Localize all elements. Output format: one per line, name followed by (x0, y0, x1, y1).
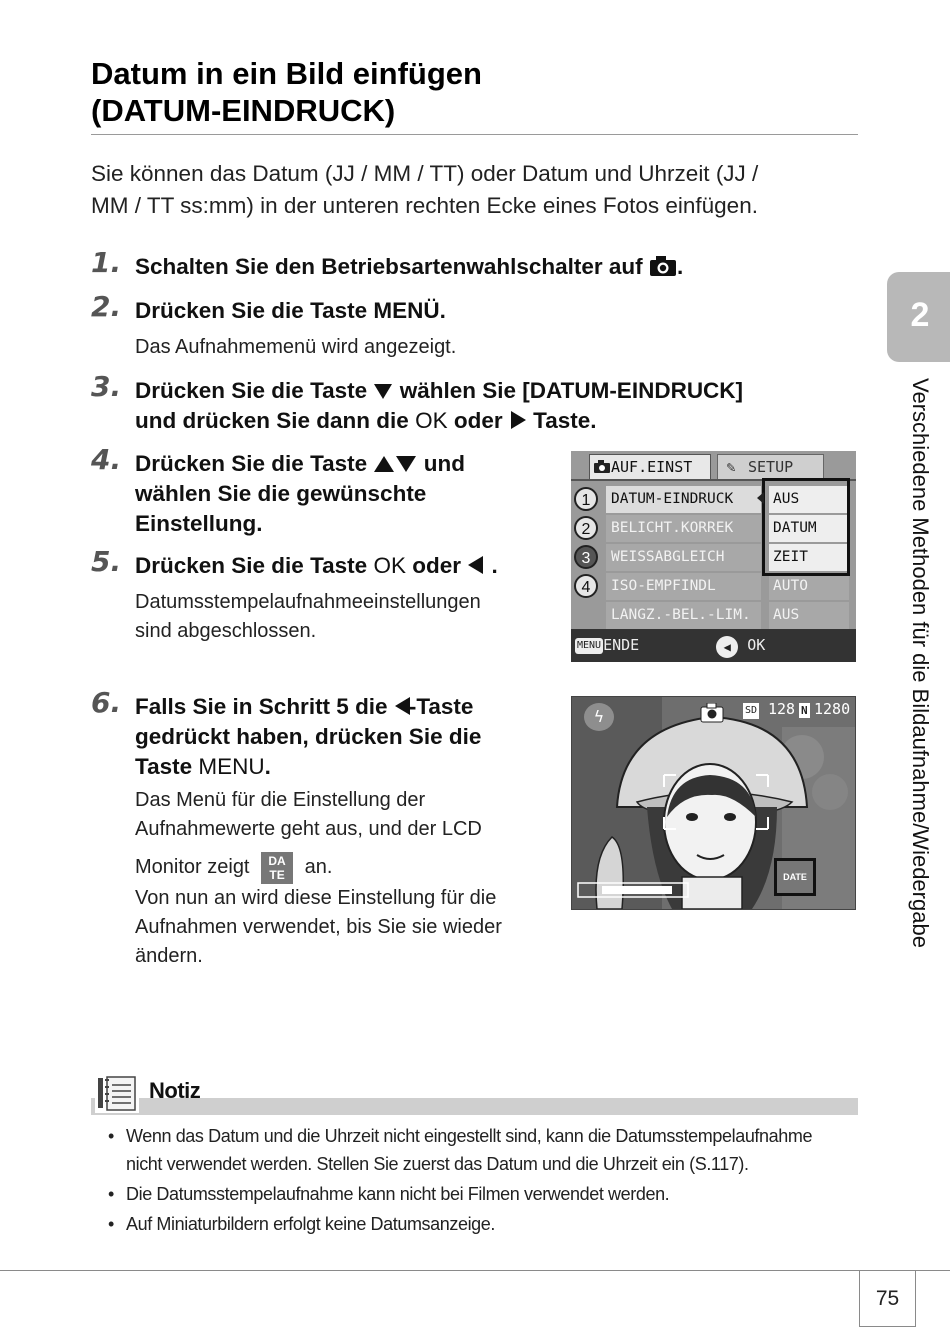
date-indicator-icon: DATE (783, 872, 807, 882)
camera-screenshot (571, 696, 856, 910)
chapter-number: 2 (910, 296, 930, 334)
note-header-bar (91, 1098, 858, 1115)
ok-button-label: OK (415, 408, 448, 433)
left-arrow-icon (467, 555, 485, 575)
menu-bottom-ok: OK (747, 636, 766, 654)
menu-row-item: LANGZ.-BEL.-LIM. (606, 602, 761, 629)
intro-line1: Sie können das Datum (JJ / MM / TT) oder Datum und Uhrzeit (JJ / (91, 161, 759, 186)
menu-tab-shooting-label: AUF.EINST (611, 458, 693, 476)
chapter-label: Verschiedene Methoden für die Bildaufnahme/Wiedergabe (908, 378, 933, 948)
note-2-line1: Die Datumsstempelaufnahme kann nicht bei Filmen verwendet werden. (126, 1184, 670, 1204)
menu-row-value: DATUM (769, 515, 849, 542)
step-5-text-c: . (491, 553, 498, 578)
note-list (108, 1122, 868, 1240)
step-1-text: Schalten Sie den Betriebsartenwahlschalter auf (135, 254, 643, 279)
date-icon-top: DA (268, 854, 286, 868)
bullet-icon: • (108, 1184, 114, 1204)
step-2-description: Das Aufnahmemenü wird angezeigt. (135, 336, 457, 358)
menu-row-item: BELICHT.KORREK (606, 515, 761, 542)
menu-row (571, 601, 856, 630)
note-1-line1: Wenn das Datum und die Uhrzeit nicht eingestellt sind, kann die Datumsstempelaufnahme (126, 1126, 813, 1146)
step-6-desc-line1: Das Menü für die Einstellung der (135, 789, 426, 811)
step-5-text-a: Drücken Sie die Taste (135, 553, 368, 578)
step-6-desc-line3b: an. (304, 856, 333, 878)
step-4-text-b: und (423, 451, 465, 476)
list-item (108, 1122, 868, 1178)
page-number: 75 (859, 1270, 916, 1327)
menu-tab-setup-label: SETUP (748, 458, 794, 476)
menu-row-item: DATUM-EINDRUCK (606, 486, 761, 513)
page-title (91, 55, 791, 129)
step-2-number: 2. (91, 290, 122, 323)
flash-off-icon: ϟ (584, 703, 614, 731)
step-5-desc-line2: sind abgeschlossen. (135, 620, 317, 642)
step-6-desc-line2: Aufnahmewerte geht aus, und der LCD (135, 818, 482, 840)
bullet-icon: • (108, 1214, 114, 1234)
step-4-text-d: Einstellung. (135, 511, 263, 536)
camera-icon (649, 255, 677, 277)
menu-tab-setup (717, 454, 824, 480)
step-6-title (135, 692, 565, 782)
menu-row-item: ISO-EMPFINDL (606, 573, 761, 600)
intro-paragraph (91, 158, 861, 222)
step-3-number: 3. (91, 370, 122, 403)
remaining-shots: 128 (768, 700, 796, 718)
title-divider (91, 134, 858, 135)
page-title-line2: (DATUM-EINDRUCK) (91, 93, 396, 128)
step-5-description (135, 588, 481, 646)
step-6-text-c: gedrückt haben, drücken Sie die (135, 724, 482, 749)
note-icon (95, 1075, 139, 1113)
step-6-text-e: . (264, 754, 271, 779)
note-3-line1: Auf Miniaturbildern erfolgt keine Datumsanzeige. (126, 1214, 496, 1234)
note-1-line2: nicht verwendet werden. Stellen Sie zuerst das Datum und die Uhrzeit ein (S.117). (126, 1154, 749, 1174)
note-label: Notiz (149, 1078, 201, 1103)
down-arrow-icon (373, 382, 393, 400)
footer-divider (0, 1270, 950, 1271)
step-4-text-a: Drücken Sie die Taste (135, 451, 368, 476)
menu-bottom-end: ENDE (603, 636, 640, 654)
step-6-text-b: -Taste (408, 694, 474, 719)
step-3-text-b: wählen Sie [DATUM-EINDRUCK] (399, 378, 744, 403)
ok-button-label: OK (373, 553, 406, 578)
menu-row-number: 2 (574, 516, 598, 540)
menu-row-number: 4 (574, 574, 598, 598)
step-4-number: 4. (91, 443, 122, 476)
page-title-line1: Datum in ein Bild einfügen (91, 56, 482, 91)
menu-button-label: MENU (198, 754, 265, 779)
menu-row-item: WEISSABGLEICH (606, 544, 761, 571)
step-3-text-c: und drücken Sie dann die (135, 408, 409, 433)
menu-row-value: AUS (769, 602, 849, 629)
image-size: 1280 (814, 700, 851, 718)
camera-icon (593, 460, 611, 474)
step-3-text-d: oder (453, 408, 503, 433)
step-4-title (135, 449, 555, 539)
step-5-title (135, 551, 498, 581)
step-3-title (135, 376, 743, 436)
step-3-text-e: Taste. (533, 408, 597, 433)
menu-row-number: 3 (574, 545, 598, 569)
step-1-end: . (676, 254, 684, 279)
step-6-desc-line3a: Monitor zeigt (135, 856, 250, 878)
step-6-desc-line5: Aufnahmen verwendet, bis Sie sie wieder (135, 916, 502, 938)
menu-row-number: 1 (574, 487, 598, 511)
left-key-icon: ◀ (716, 636, 738, 658)
intro-line2: MM / TT ss:mm) in der unteren rechten Ecke eines Fotos einfügen. (91, 193, 758, 218)
step-5-text-b: oder (412, 553, 461, 578)
list-item (108, 1180, 868, 1208)
date-stamp-icon (261, 852, 293, 884)
submenu-pointer-icon (757, 492, 764, 504)
step-6-description (135, 786, 565, 971)
wrench-icon: ✎ (726, 458, 736, 476)
step-6-desc-line6: ändern. (135, 945, 203, 967)
step-1-title (135, 252, 683, 282)
menu-row-value: AUTO (769, 573, 849, 600)
right-arrow-icon (509, 410, 527, 430)
step-2-title: Drücken Sie die Taste MENÜ. (135, 298, 446, 323)
step-5-number: 5. (91, 545, 122, 578)
step-6-number: 6. (91, 686, 122, 719)
date-icon-bottom: TE (269, 868, 285, 882)
step-1-number: 1. (91, 246, 122, 279)
step-6-text-a: Falls Sie in Schritt 5 die (135, 694, 388, 719)
step-6-text-d: Taste (135, 754, 193, 779)
menu-row-value: AUS (769, 486, 849, 513)
menu-bottom-bar (571, 629, 856, 662)
submenu-highlight-frame (762, 478, 850, 576)
up-down-arrows-icon (373, 455, 417, 473)
menu-tab-shooting (589, 454, 711, 480)
quality-icon: N (801, 704, 808, 717)
menu-key-icon: MENU (575, 638, 603, 654)
step-5-desc-line1: Datumsstempelaufnahmeeinstellungen (135, 591, 481, 613)
bullet-icon: • (108, 1126, 114, 1146)
menu-row (571, 572, 856, 601)
step-3-text-a: Drücken Sie die Taste (135, 378, 368, 403)
menu-screenshot (571, 451, 856, 662)
step-6-desc-line4: Von nun an wird diese Einstellung für die (135, 887, 497, 909)
date-indicator-frame (774, 858, 816, 896)
step-4-text-c: wählen Sie die gewünschte (135, 481, 427, 506)
menu-row-value: ZEIT (769, 544, 849, 571)
camera-mode-icon (700, 703, 724, 727)
sd-card-icon: SD (743, 703, 759, 719)
list-item (108, 1210, 868, 1238)
